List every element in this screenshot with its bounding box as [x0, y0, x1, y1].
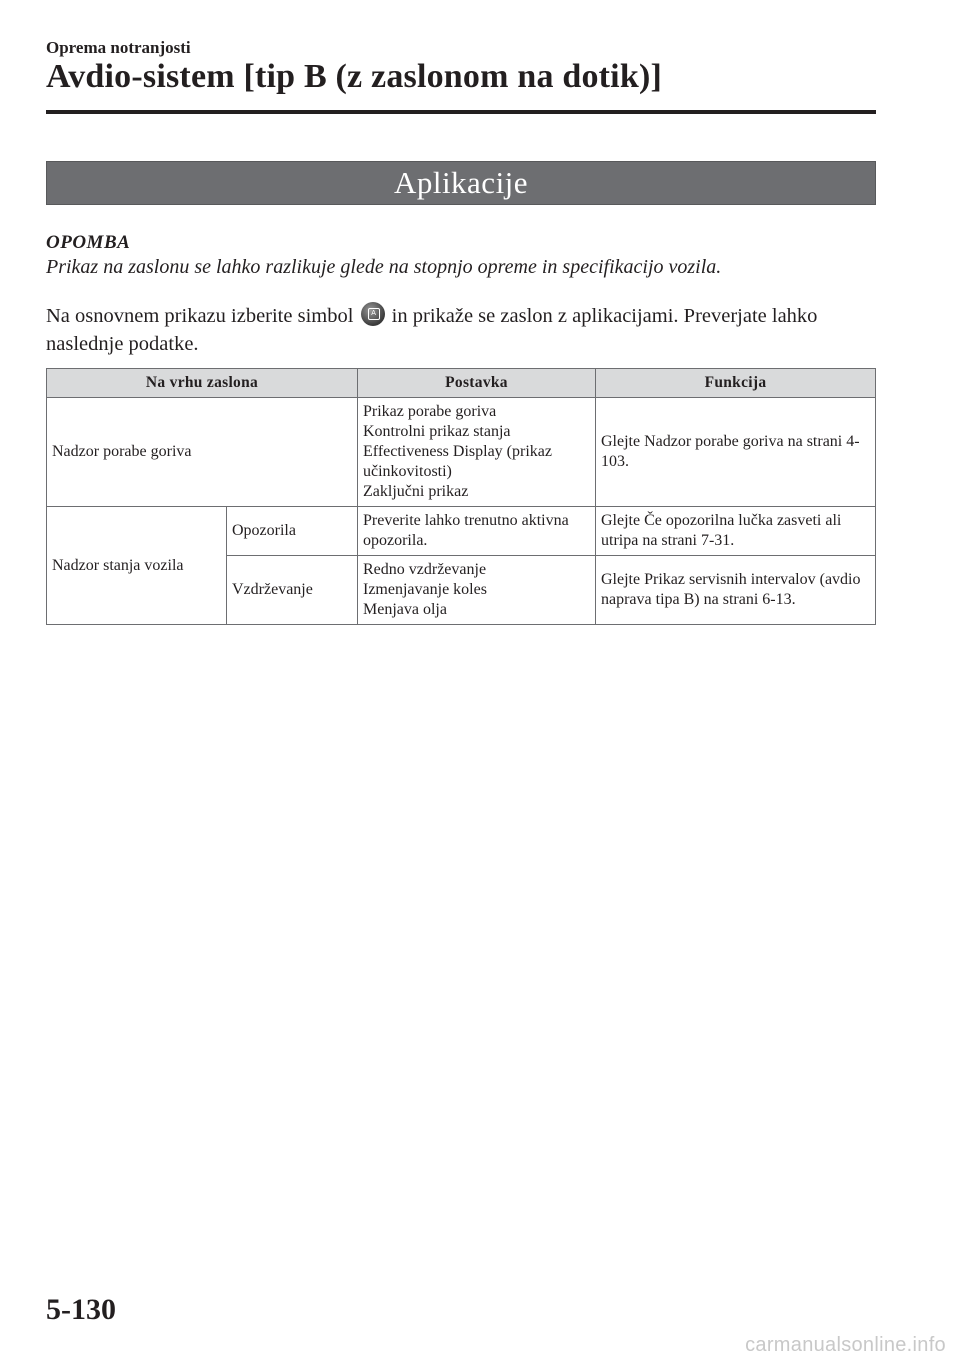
page-number: 5-130	[46, 1293, 116, 1326]
item-line: Redno vzdrževanje	[363, 561, 487, 578]
table-cell-items: Preverite lahko trenutno aktivna opozorila.	[358, 507, 596, 556]
item-line: Menjava olja	[363, 601, 447, 618]
table-row	[47, 507, 876, 556]
table-cell-function: Glejte Če opozorilna lučka zasveti ali utripa na strani 7-31.	[596, 507, 876, 556]
note-text: Prikaz na zaslonu se lahko razlikuje glede na stopnjo opreme in specifikacijo vozila.	[46, 256, 722, 278]
item-line: Kontrolni prikaz stanja	[363, 423, 511, 440]
table-cell-items	[358, 398, 596, 507]
page-title: Avdio-sistem [tip B (z zaslonom na dotik)]	[46, 58, 662, 95]
table-cell-top: Nadzor porabe goriva	[47, 398, 358, 507]
section-label: Oprema notranjosti	[46, 38, 191, 57]
table-row	[47, 398, 876, 507]
table-cell-subitem: Vzdrževanje	[227, 556, 358, 625]
note-heading: OPOMBA	[46, 232, 131, 253]
item-line: Zaključni prikaz	[363, 483, 469, 500]
table-header: Funkcija	[596, 369, 876, 398]
section-banner: Aplikacije	[46, 161, 876, 205]
table-header: Postavka	[358, 369, 596, 398]
table-cell-subitem: Opozorila	[227, 507, 358, 556]
table-header: Na vrhu zaslona	[47, 369, 358, 398]
item-line: Izmenjavanje koles	[363, 581, 487, 598]
intro-paragraph	[46, 302, 876, 358]
item-line: Effectiveness Display (prikaz učinkovitosti)	[363, 443, 552, 480]
table-cell-top: Nadzor stanja vozila	[47, 507, 227, 625]
table-cell-function: Glejte Prikaz servisnih intervalov (avdio naprava tipa B) na strani 6-13.	[596, 556, 876, 625]
table-cell-function: Glejte Nadzor porabe goriva na strani 4-103.	[596, 398, 876, 507]
info-table	[46, 368, 876, 625]
intro-text-before: Na osnovnem prikazu izberite simbol	[46, 305, 354, 327]
title-rule	[46, 110, 876, 114]
table-header-row	[47, 369, 876, 398]
intro-text-after: in prikaže se zaslon z aplikacijami. Preverjate lahko naslednje podatke.	[46, 305, 818, 355]
apps-icon: A	[361, 302, 385, 326]
watermark: carmanualsonline.info	[745, 1334, 946, 1356]
table-cell-items	[358, 556, 596, 625]
item-line: Prikaz porabe goriva	[363, 403, 497, 420]
